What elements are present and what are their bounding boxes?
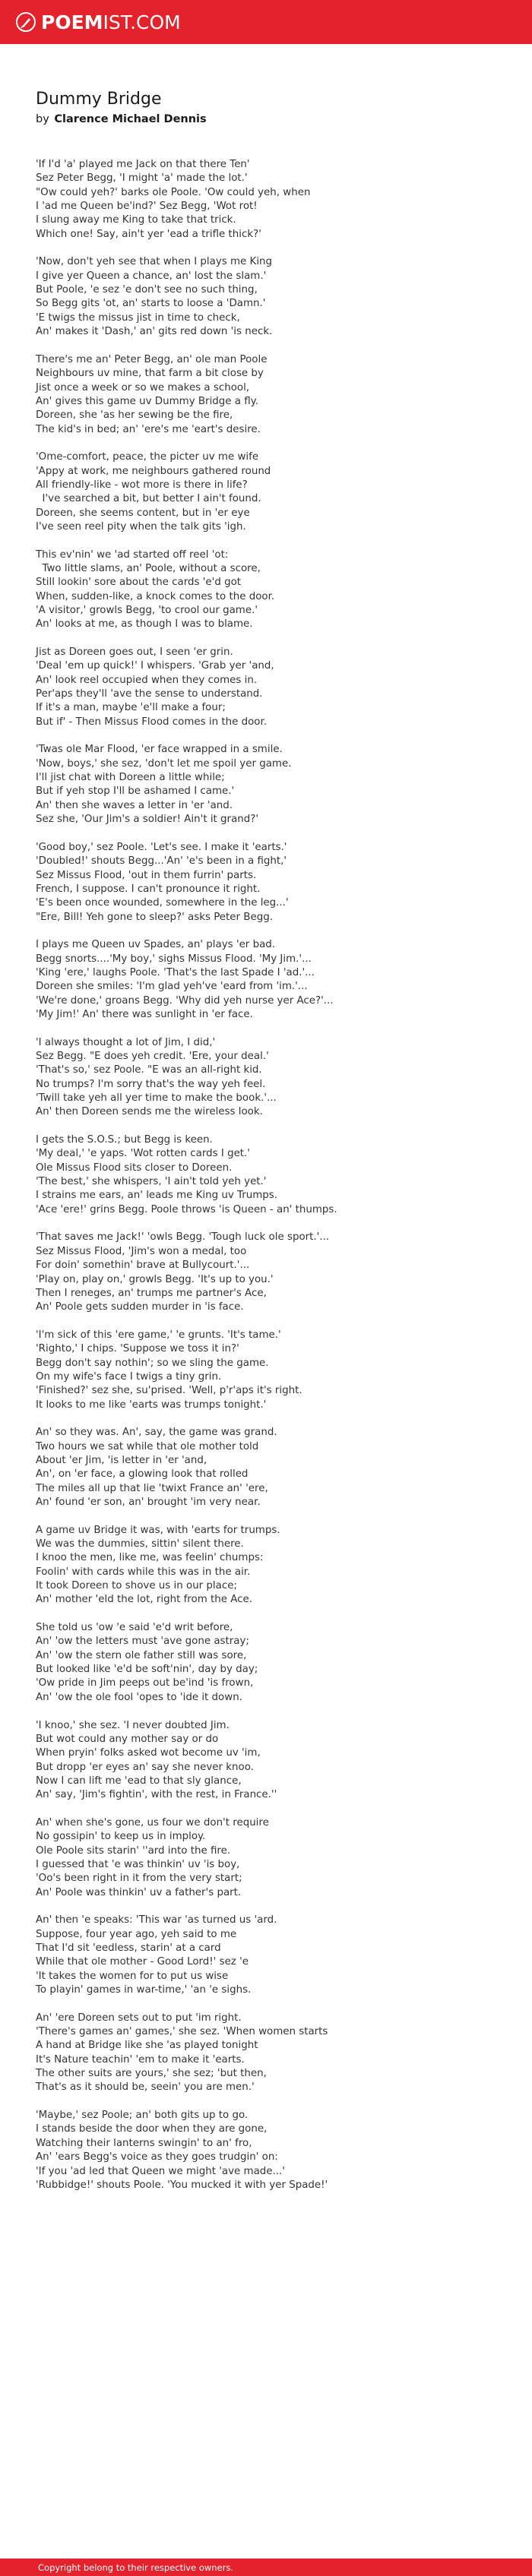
- poem-line: 'Ace 'ere!' grins Begg. Poole throws 'is Queen - an' thumps.: [36, 1203, 337, 1215]
- poem-line: I'll jist chat with Doreen a little while;: [36, 772, 225, 784]
- poem-line: Doreen she smiles: 'I'm glad yeh've 'eard from 'im.'...: [36, 981, 308, 993]
- poem-line: It's Nature teachin' 'em to make it 'earts.: [36, 2053, 245, 2066]
- poem-line: Neighbours uv mine, that farm a bit close by: [36, 368, 264, 380]
- poem-line: An' then she waves a letter in 'er 'and.: [36, 799, 233, 811]
- poem-line: 'My Jim!' An' there was sunlight in 'er face.: [36, 1008, 253, 1020]
- poem-line: We was the dummies, sittin' silent there.: [36, 1538, 244, 1550]
- poem-line: I strains me ears, an' leads me King uv Trumps.: [36, 1190, 278, 1202]
- poem-line: That's as it should be, seein' you are men.': [36, 2081, 255, 2094]
- stanza: [36, 646, 507, 729]
- poem-line: 'That's so,' sez Poole. "E was an all-right kid.: [36, 1064, 262, 1076]
- poem-line: An' 'ears Begg's voice as they goes trudgin' on:: [36, 2151, 278, 2164]
- poem-line: 'Twill take yeh all yer time to make the book.'...: [36, 1092, 277, 1105]
- stanza: [36, 743, 507, 827]
- poem-line: A game uv Bridge it was, with 'earts for trumps.: [36, 1524, 280, 1536]
- poem-line: Jist once a week or so we makes a school,: [36, 381, 250, 394]
- poem-line: An' Poole was thinkin' uv a father's part.: [36, 1886, 242, 1898]
- poem-line: All friendly-like - wot more is there in life?: [36, 479, 248, 491]
- poem-line: 'There's games an' games,' she sez. 'When women starts: [36, 2026, 328, 2038]
- stanza: [36, 450, 507, 534]
- poem-line: 'Ow pride in Jim peeps out be'ind 'is frown,: [36, 1677, 254, 1689]
- poem-line: 'I knoo,' she sez. 'I never doubted Jim.: [36, 1719, 230, 1731]
- poem-line: If it's a man, maybe 'e'll make a four;: [36, 702, 226, 714]
- poem-line: "Ere, Bill! Yeh gone to sleep?' asks Peter Begg.: [36, 911, 273, 923]
- poem-line: For doin' somethin' brave at Bullycourt.'...: [36, 1260, 250, 1272]
- poem-line: Which one! Say, ain't yer 'ead a trifle thick?': [36, 228, 261, 240]
- poem-line: I knoo the men, like me, was feelin' chumps:: [36, 1552, 264, 1564]
- poem-line: An' Poole gets sudden murder in 'is face.: [36, 1301, 244, 1313]
- poem-line: No gossipin' to keep us in imploy.: [36, 1831, 206, 1843]
- site-logo[interactable]: [15, 11, 181, 33]
- poem-line: I slung away me King to take that trick.: [36, 214, 236, 226]
- stanza: [36, 548, 507, 632]
- poem-line: When pryin' folks asked wot become uv 'im,: [36, 1747, 261, 1759]
- poem-line: But dropp 'er eyes an' say she never knoo.: [36, 1761, 254, 1773]
- poem-line: But Poole, 'e sez 'e don't see no such thing,: [36, 284, 258, 296]
- poem-line: But if yeh stop I'll be ashamed I came.': [36, 785, 235, 798]
- poem-line: When, sudden-like, a knock comes to the door.: [36, 590, 275, 602]
- poem-line: I guessed that 'e was thinkin' uv 'is boy,: [36, 1858, 240, 1870]
- poem-line: An' 'ow the letters must 'ave gone astray;: [36, 1636, 249, 1648]
- poem-line: An' then 'e speaks: 'This war 'as turned us 'ard.: [36, 1914, 277, 1926]
- poem-line: French, I suppose. I can't pronounce it right.: [36, 883, 261, 895]
- poem-line: It took Doreen to shove us in our place;: [36, 1580, 237, 1592]
- poem-line: 'Ome-comfort, peace, the picter uv me wife: [36, 451, 259, 463]
- copyright-text: Copyright belong to their respective owners.: [38, 2562, 234, 2573]
- poem-line: Watching their lanterns swingin' to an' fro,: [36, 2137, 252, 2149]
- poem-body: [36, 158, 507, 2192]
- poem-line: 'Now, don't yeh see that when I plays me King: [36, 256, 273, 268]
- poem-line: 'It takes the women for to put us wise: [36, 1970, 229, 1982]
- stanza: [36, 1914, 507, 1997]
- poem-line: 'Appy at work, me neighbours gathered round: [36, 465, 271, 477]
- poem-line: 'Doubled!' shouts Begg...'An' 'e's been in a fight,': [36, 855, 287, 868]
- poem-line: "Ow could yeh?' barks ole Poole. 'Ow could yeh, when: [36, 186, 311, 198]
- poem-line: Per'aps they'll 'ave the sense to understand.: [36, 688, 263, 700]
- poem-line: 'Oo's been right in it from the very start;: [36, 1873, 242, 1885]
- poem-line: On my wife's face I twigs a tiny grin.: [36, 1370, 222, 1383]
- stanza: [36, 1231, 507, 1314]
- poem-line: About 'er Jim, 'is letter in 'er 'and,: [36, 1454, 207, 1466]
- poem-line: Two hours we sat while that ole mother told: [36, 1440, 259, 1452]
- poem-line: I gets the S.O.S.; but Begg is keen.: [36, 1134, 213, 1146]
- poem-line: 'If you 'ad led that Queen we might 'ave made...': [36, 2165, 285, 2177]
- poem-line: 'E's been once wounded, somewhere in the leg...': [36, 897, 289, 909]
- poem-line: Sez Begg. "E does yeh credit. 'Ere, your deal.': [36, 1051, 269, 1062]
- poem-line: The kid's in bed; an' 'ere's me 'eart's desire.: [36, 423, 261, 435]
- poem-line: Sez Missus Flood, 'Jim's won a medal, too: [36, 1245, 247, 1257]
- poem-line: It looks to me like 'earts was trumps tonight.': [36, 1399, 267, 1411]
- poem-line: An' so they was. An', say, the game was grand.: [36, 1427, 277, 1439]
- poem-line: Begg snorts....'My boy,' sighs Missus Flood. 'My Jim.'...: [36, 953, 312, 965]
- poem-line: An' makes it 'Dash,' an' gits red down 'is neck.: [36, 326, 273, 338]
- poem-line: An' 'ow the stern ole father still was sore,: [36, 1649, 247, 1661]
- stanza: [36, 1036, 507, 1120]
- logo-text-bold: POEM: [41, 11, 103, 33]
- poem-line: There's me an' Peter Begg, an' ole man Poole: [36, 353, 268, 365]
- poem-line: To playin' games in war-time,' 'an 'e sighs.: [36, 1984, 252, 1996]
- poem-line: But looked like 'e'd be soft'nin', day by day;: [36, 1664, 258, 1676]
- poem-line: Sez Missus Flood, 'out in them furrin' parts.: [36, 869, 257, 881]
- poem-line: An' 'ow the ole fool 'opes to 'ide it down.: [36, 1691, 242, 1703]
- poem-line: 'I always thought a lot of Jim, I did,': [36, 1036, 216, 1048]
- stanza: [36, 158, 507, 242]
- poem-line: 'I'm sick of this 'ere game,' 'e grunts. 'It's tame.': [36, 1329, 281, 1341]
- poem-line: The other suits are yours,' she sez; 'but then,: [36, 2068, 267, 2080]
- poem-line: 'If I'd 'a' played me Jack on that there Ten': [36, 159, 250, 170]
- byline: [36, 112, 507, 127]
- stanza: [36, 1524, 507, 1607]
- poem-line: I've seen reel pity when the talk gits 'igh.: [36, 520, 246, 533]
- poem-line: An' look reel occupied when they comes in.: [36, 674, 258, 686]
- stanza: [36, 353, 507, 437]
- poem-line: Foolin' with cards while this was in the air.: [36, 1566, 251, 1578]
- poem-line: An' 'ere Doreen sets out to put 'im right.: [36, 2012, 242, 2024]
- stanza: [36, 1816, 507, 1900]
- poem-line: 'Deal 'em up quick!' I whispers. 'Grab yer 'and,: [36, 660, 274, 672]
- poem-line: No trumps? I'm sorry that's the way yeh feel.: [36, 1078, 266, 1090]
- poem-line: But if' - Then Missus Flood comes in the door.: [36, 716, 267, 728]
- poem-line: I plays me Queen uv Spades, an' plays 'er bad.: [36, 939, 276, 951]
- poem-line: 'Twas ole Mar Flood, 'er face wrapped in a smile.: [36, 744, 283, 756]
- site-header: [0, 0, 532, 44]
- poem-line: She told us 'ow 'e said 'e'd writ before,: [36, 1622, 233, 1634]
- poem-line: I give yer Queen a chance, an' lost the slam.': [36, 270, 267, 282]
- poem-line: Sez she, 'Our Jim's a soldier! Ain't it grand?': [36, 814, 259, 826]
- poem-line: 'Righto,' I chips. 'Suppose we toss it in?': [36, 1343, 239, 1355]
- stanza: [36, 1133, 507, 1217]
- stanza: [36, 1719, 507, 1803]
- poem-line: Now I can lift me 'ead to that sly glance,: [36, 1775, 242, 1787]
- poem-line: Jist as Doreen goes out, I seen 'er grin.: [36, 646, 233, 659]
- poem-line: An' then Doreen sends me the wireless look.: [36, 1106, 263, 1118]
- poem-line: That I'd sit 'eedless, starin' at a card: [36, 1942, 221, 1954]
- poem-line: 'Maybe,' sez Poole; an' both gits up to go.: [36, 2110, 249, 2122]
- poem-line: Doreen, she 'as her sewing be the fire,: [36, 409, 233, 422]
- poem-title: Dummy Bridge: [36, 90, 162, 109]
- poem-line: 'Finished?' sez she, su'prised. 'Well, p'r'aps it's right.: [36, 1385, 302, 1397]
- logo-text-light: IST.COM: [103, 11, 181, 33]
- poem-line: An' gives this game uv Dummy Bridge a fly.: [36, 395, 258, 407]
- poem-line: 'We're done,' groans Begg. 'Why did yeh nurse yer Ace?'...: [36, 994, 334, 1007]
- poem-line: Suppose, four year ago, yeh said to me: [36, 1928, 237, 1940]
- poem-content: [36, 89, 507, 2207]
- poem-line: So Begg gits 'ot, an' starts to loose a 'Damn.': [36, 298, 266, 310]
- poem-line: An', on 'er face, a glowing look that rolled: [36, 1468, 249, 1481]
- poem-line: 'That saves me Jack!' 'owls Begg. 'Tough luck ole sport.'...: [36, 1231, 330, 1244]
- stanza: [36, 2012, 507, 2095]
- poem-line: Still lookin' sore about the cards 'e'd got: [36, 577, 242, 589]
- poem-line: Ole Missus Flood sits closer to Doreen.: [36, 1162, 233, 1174]
- site-footer: [0, 2559, 532, 2576]
- poem-line: Doreen, she seems content, but in 'er eye: [36, 507, 250, 519]
- poem-line: An' when she's gone, us four we don't require: [36, 1816, 269, 1828]
- poem-line: This ev'nin' we 'ad started off reel 'ot:: [36, 548, 229, 561]
- quill-icon: [15, 11, 36, 33]
- stanza: [36, 2109, 507, 2192]
- stanza: [36, 1329, 507, 1412]
- poem-line: An' found 'er son, an' brought 'im very near.: [36, 1497, 261, 1508]
- poem-line: 'The best,' she whispers, 'I ain't told yeh yet.': [36, 1176, 267, 1188]
- poem-line: While that ole mother - Good Lord!' sez 'e: [36, 1956, 249, 1968]
- poem-line: An' looks at me, as though I was to blame.: [36, 618, 253, 631]
- poem-line: Ole Poole sits starin' ''ard into the fire.: [36, 1844, 231, 1857]
- author-link[interactable]: Clarence Michael Dennis: [54, 113, 207, 125]
- poem-line: Two little slams, an' Poole, without a score,: [36, 562, 261, 574]
- poem-line: An' mother 'eld the lot, right from the Ace.: [36, 1594, 253, 1606]
- poem-line: An' say, 'Jim's fightin', with the rest, in France.'': [36, 1789, 277, 1801]
- stanza: [36, 1621, 507, 1705]
- poem-line: 'My deal,' 'e yaps. 'Wot rotten cards I get.': [36, 1148, 250, 1160]
- poem-line: But wot could any mother say or do: [36, 1733, 219, 1745]
- poem-line: 'A visitor,' growls Begg, 'to crool our game.': [36, 605, 258, 616]
- poem-line: I stands beside the door when they are gone,: [36, 2123, 268, 2135]
- poem-line: 'Play on, play on,' growls Begg. 'It's up to you.': [36, 1273, 274, 1285]
- poem-line: 'E twigs the missus jist in time to check,: [36, 311, 240, 324]
- poem-line: 'Good boy,' sez Poole. 'Let's see. I make it 'earts.': [36, 841, 287, 853]
- stanza: [36, 841, 507, 925]
- poem-line: 'Rubbidge!' shouts Poole. 'You mucked it with yer Spade!': [36, 2179, 328, 2191]
- poem-line: Then I reneges, an' trumps me partner's Ace,: [36, 1287, 267, 1299]
- poem-line: I 'ad me Queen be'ind?' Sez Begg, 'Wot rot!: [36, 201, 258, 213]
- poem-line: A hand at Bridge like she 'as played tonight: [36, 2040, 258, 2052]
- poem-line: Sez Peter Begg, 'I might 'a' made the lot.': [36, 172, 248, 185]
- stanza: [36, 938, 507, 1022]
- byline-prefix: by: [36, 113, 49, 125]
- poem-line: 'King 'ere,' laughs Poole. 'That's the last Spade I 'ad.'...: [36, 966, 315, 978]
- poem-line: Begg don't say nothin'; so we sling the game.: [36, 1357, 269, 1369]
- poem-line: The miles all up that lie 'twixt France an' 'ere,: [36, 1482, 268, 1494]
- poem-line: I've searched a bit, but better I ain't found.: [36, 493, 261, 505]
- poem-line: 'Now, boys,' she sez, 'don't let me spoil yer game.: [36, 757, 292, 770]
- stanza: [36, 255, 507, 339]
- stanza: [36, 1426, 507, 1509]
